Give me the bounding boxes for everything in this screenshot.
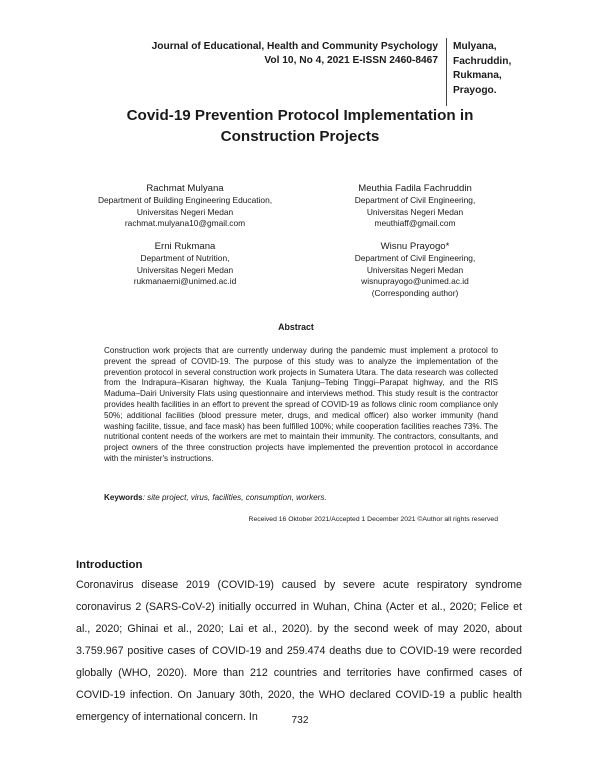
author-name: Rachmat Mulyana [146,183,224,194]
paper-title [60,106,540,147]
keywords-list: : site project, virus, facilities, consumption, workers. [142,493,327,502]
author-block [310,182,520,230]
author-university: Universitas Negeri Medan [366,264,464,275]
running-author: Mulyana, [453,41,497,52]
journal-name: Journal of Educational, Health and Community Psychology [151,41,438,52]
author-email: rachmat.mulyana10@gmail.com [124,218,246,229]
title-line: Covid-19 Prevention Protocol Implementation in [126,107,474,124]
running-author: Rukmana, [453,70,502,81]
running-authors [453,40,593,98]
author-university: Universitas Negeri Medan [136,206,234,217]
running-author: Prayogo. [453,84,497,96]
title-line: Construction Projects [220,127,380,145]
running-author: Fachruddin, [453,55,512,67]
journal-volume-issn: Vol 10, No 4, 2021 E-ISSN 2460-8467 [264,55,438,66]
author-name: Erni Rukmana [154,241,216,252]
author-department: Department of Civil Engineering, [354,195,476,205]
author-name: Wisnu Prayogo* [380,241,450,252]
introduction-body: Coronavirus disease 2019 (COVID-19) caused by severe acute respiratory syndrome coronavirus 2 (SARS-CoV-2) initially occurred in Wuhan, China (Acter et al., 2020; Felice et al., 2020; Ghinai et al., 2020; Lai et al., 2020). by the second week of may 2020, about 3.759.967 positive cases of COVID-19 and 259.474 deaths due to COVID-19 were recorded globally (WHO, 2020). More than 212 countries and territories have confirmed cases of COVID-19 infection. On January 30th, 2020, the WHO declared COVID-19 a public health emergency of international concern. In [76,579,522,723]
author-department: Department of Civil Engineering, [354,253,476,263]
author-email: rukmanaerni@unimed.ac.id [133,276,237,287]
author-email: wisnuprayogo@unimed.ac.id [361,276,469,287]
author-name: Meuthia Fadila Fachruddin [358,183,472,194]
author-block [80,240,290,288]
header-divider [446,38,447,106]
section-heading-introduction: Introduction [76,559,143,571]
keywords-label: Keywords [104,493,143,502]
journal-header [120,40,438,68]
author-email: meuthiaff@gmail.com [374,218,456,229]
page-number: 732 [291,715,309,726]
author-university: Universitas Negeri Medan [136,264,234,275]
abstract-heading: Abstract [278,322,314,332]
author-block [310,240,520,299]
abstract-body: Construction work projects that are currently underway during the pandemic must implement a protocol to prevent the spread of COVID-19. The purpose of this study was to analyze the implementation of the prevention protocol in several construction work projects in Sumatera Utara. The data research was collected from the Indrapura–Kisaran highway, the Kuala Tanjung–Tebing Tinggi–Parapat highway, and the RIS Maduma–Dairi University Flats using questionnaire and interviews method. This study result is the contractor provides health facilities in an effort to prevent the spread of COVID-19 as follows clinic room compliance only 50%; additional facilities (blood pressure meter, drugs, and medical officer) also worker immunity (hand washing facilite, tissue, and face mask) has been fulfilled 100%; while cooperation facilities reaches 73%. The nutritional content needs of the workers are met to maintain their immunity. The contractors, consultants, and project owners of the three construction projects have implemented the prevention protocol in accordance with the minister's instructions. [104,346,498,463]
author-department: Department of Nutrition, [140,253,230,263]
author-block [80,182,290,230]
author-department: Department of Building Engineering Education, [97,195,273,205]
keywords [104,492,498,503]
author-university: Universitas Negeri Medan [366,206,464,217]
received-accepted-line: Received 16 Oktober 2021/Accepted 1 December 2021 ©Author all rights reserved [248,516,498,523]
corresponding-author-note: (Corresponding author) [371,287,459,298]
